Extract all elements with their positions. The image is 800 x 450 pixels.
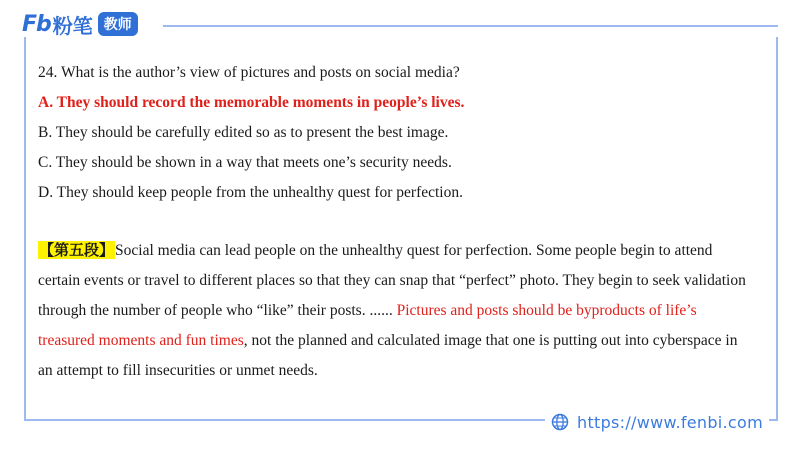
slide-content xyxy=(38,58,753,386)
footer-url-text: https://www.fenbi.com xyxy=(577,412,764,432)
passage-paragraph xyxy=(38,235,753,386)
option-c: C. They should be shown in a way that meets one’s security needs. xyxy=(38,154,452,171)
globe-icon xyxy=(551,413,569,431)
fenbi-logo xyxy=(22,9,138,39)
logo-name: 粉笔 xyxy=(52,13,93,38)
option-d: D. They should keep people from the unhealthy quest for perfection. xyxy=(38,184,463,201)
passage-highlight: Pictures and posts should be byproducts of life’s treasured moments and fun times xyxy=(38,302,697,349)
logo-badge: 教师 xyxy=(98,12,138,36)
question-stem: 24. What is the author’s view of pictures and posts on social media? xyxy=(38,64,460,81)
passage-text-2: , not the planned and calculated image that one is putting out into cyberspace in an attempt to fill insecurities or unmet needs. xyxy=(38,332,738,379)
passage-text-1: Social media can lead people on the unhealthy quest for perfection. Some people begin to attend certain events or travel to different places so that they can snap that “perfect” photo. They begin to seek validation through the number of people who “like” their posts. ...... xyxy=(38,242,746,319)
option-b: B. They should be carefully edited so as to present the best image. xyxy=(38,124,449,141)
header-divider xyxy=(163,25,778,27)
option-a-correct: A. They should record the memorable moments in people’s lives. xyxy=(38,94,465,111)
paragraph-tag: 【第五段】 xyxy=(39,241,115,259)
logo-mark: Fb xyxy=(22,11,51,37)
footer-url xyxy=(545,410,769,434)
